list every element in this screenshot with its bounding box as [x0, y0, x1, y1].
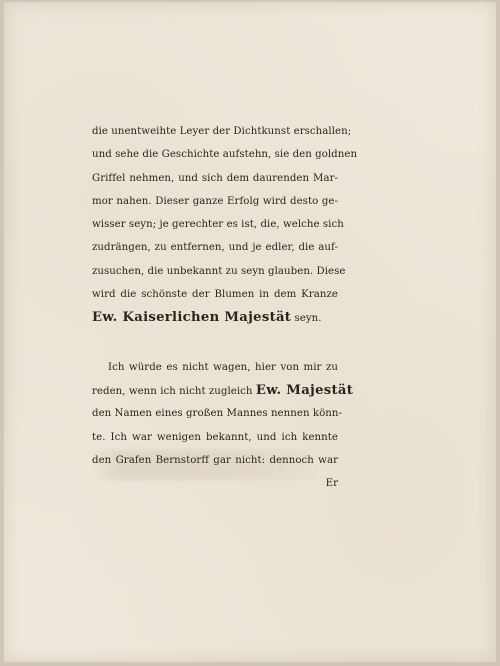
majesty-short: Ew. Majestät: [255, 382, 354, 398]
line-start-text: reden, wenn ich nicht zugleich: [92, 385, 253, 397]
text-line-11: [92, 379, 354, 402]
show-through-ink: [92, 450, 322, 480]
catchword: Er: [325, 478, 338, 490]
text-line-4: mor nahen. Dieser ganze Erfolg wird desto ge-: [92, 195, 338, 207]
text-line-6: zudrängen, zu entfernen, und je edler, die auf-: [92, 242, 338, 254]
text-line-2: und sehe die Geschichte aufstehn, sie den goldnen: [92, 149, 358, 161]
text-line-5: wisser seyn; je gerechter es ist, die, welche sich: [92, 219, 344, 231]
text-line-8: wird die schönste der Blumen in dem Kranze: [92, 289, 338, 301]
paragraph-gap: [92, 330, 338, 356]
text-line-13: te. Ich war wenigen bekannt, und ich kennte: [92, 431, 338, 443]
page-text: [92, 120, 358, 495]
majesty-title: Ew. Kaiserlichen Majestät: [92, 310, 292, 326]
line-end-word: seyn.: [294, 313, 322, 325]
text-line-10: Ich würde es nicht wagen, hier von mir zu: [108, 361, 338, 373]
book-page: [4, 2, 496, 662]
text-line-7: zusuchen, die unbekannt zu seyn glauben. Diese: [92, 265, 346, 277]
text-line-1: die unentweihte Leyer der Dichtkunst erschallen;: [92, 126, 352, 137]
text-line-14: den Grafen Bernstorff gar nicht: dennoch war: [92, 454, 338, 466]
text-line-9: [92, 306, 338, 329]
text-line-12: den Namen eines großen Mannes nennen könn-: [92, 408, 342, 420]
text-line-3: Griffel nehmen, und sich dem daurenden Mar-: [92, 172, 338, 184]
